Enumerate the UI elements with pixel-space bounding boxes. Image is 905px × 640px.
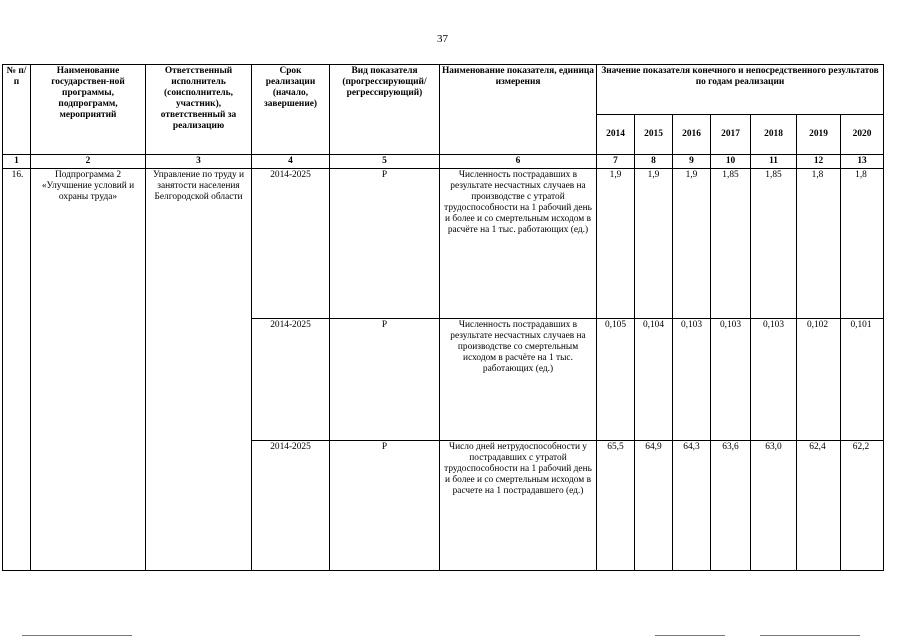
header-indicator-type: Вид показателя (прогрессирующий/ регрессирующий)	[330, 65, 440, 155]
year-2020: 2020	[841, 115, 884, 155]
column-number: 1	[3, 155, 31, 169]
value-2020: 0,101	[841, 319, 884, 441]
value-2015: 1,9	[635, 169, 673, 319]
value-2017: 1,85	[711, 169, 751, 319]
column-number: 9	[673, 155, 711, 169]
indicator-name: Численность пострадавших в результате несчастных случаев на производстве со смертельным исходом в расчёте на 1 тыс. работающих (ед.)	[440, 319, 597, 441]
value-2019: 1,8	[797, 169, 841, 319]
indicator-period: 2014-2025	[252, 169, 330, 319]
value-2019: 0,102	[797, 319, 841, 441]
header-values: Значение показателя конечного и непосредственного результатов по годам реализации	[597, 65, 884, 115]
value-2016: 1,9	[673, 169, 711, 319]
indicator-type: Р	[330, 169, 440, 319]
column-number: 8	[635, 155, 673, 169]
header-responsible: Ответственный исполнитель (соисполнитель, участник), ответственный за реализацию	[146, 65, 252, 155]
year-2015: 2015	[635, 115, 673, 155]
value-2018: 63,0	[751, 441, 797, 571]
header-num: № п/п	[3, 65, 31, 155]
value-2014: 65,5	[597, 441, 635, 571]
column-number: 3	[146, 155, 252, 169]
value-2014: 0,105	[597, 319, 635, 441]
header-period: Срок реализации (начало, завершение)	[252, 65, 330, 155]
scan-line	[22, 635, 132, 636]
header-program: Наименование государствен-ной программы, подпрограмм, мероприятий	[31, 65, 146, 155]
scan-line	[760, 635, 860, 636]
value-2015: 64,9	[635, 441, 673, 571]
value-2018: 0,103	[751, 319, 797, 441]
year-2016: 2016	[673, 115, 711, 155]
indicators-table	[2, 64, 884, 571]
value-2020: 62,2	[841, 441, 884, 571]
column-number: 12	[797, 155, 841, 169]
value-2014: 1,9	[597, 169, 635, 319]
year-2019: 2019	[797, 115, 841, 155]
indicator-name: Численность пострадавших в результате несчастных случаев на производстве с утратой трудоспособности на 1 рабочий день и более и со смертельным исходом в расчёте на 1 тыс. работающих (ед.)	[440, 169, 597, 319]
value-2015: 0,104	[635, 319, 673, 441]
column-number: 4	[252, 155, 330, 169]
year-2017: 2017	[711, 115, 751, 155]
value-2016: 0,103	[673, 319, 711, 441]
header-indicator-name: Наименование показателя, единица измерения	[440, 65, 597, 155]
program-name: Подпрограмма 2 «Улучшение условий и охраны труда»	[31, 169, 146, 571]
column-number: 13	[841, 155, 884, 169]
column-number: 7	[597, 155, 635, 169]
year-2014: 2014	[597, 115, 635, 155]
indicator-type: Р	[330, 441, 440, 571]
indicator-period: 2014-2025	[252, 319, 330, 441]
scan-line	[655, 635, 725, 636]
page-number: 37	[437, 33, 448, 45]
indicator-name: Число дней нетрудоспособности у пострадавших с утратой трудоспособности на 1 рабочий день и более и со смертельным исходом в расчете на 1 пострадавшего (ед.)	[440, 441, 597, 571]
value-2018: 1,85	[751, 169, 797, 319]
row-number: 16.	[3, 169, 31, 571]
column-number: 6	[440, 155, 597, 169]
value-2016: 64,3	[673, 441, 711, 571]
value-2017: 0,103	[711, 319, 751, 441]
indicator-type: Р	[330, 319, 440, 441]
column-number: 5	[330, 155, 440, 169]
column-number: 11	[751, 155, 797, 169]
value-2019: 62,4	[797, 441, 841, 571]
value-2017: 63,6	[711, 441, 751, 571]
year-2018: 2018	[751, 115, 797, 155]
column-number: 10	[711, 155, 751, 169]
column-number: 2	[31, 155, 146, 169]
responsible-org: Управление по труду и занятости населения Белгородской области	[146, 169, 252, 571]
value-2020: 1,8	[841, 169, 884, 319]
indicator-period: 2014-2025	[252, 441, 330, 571]
